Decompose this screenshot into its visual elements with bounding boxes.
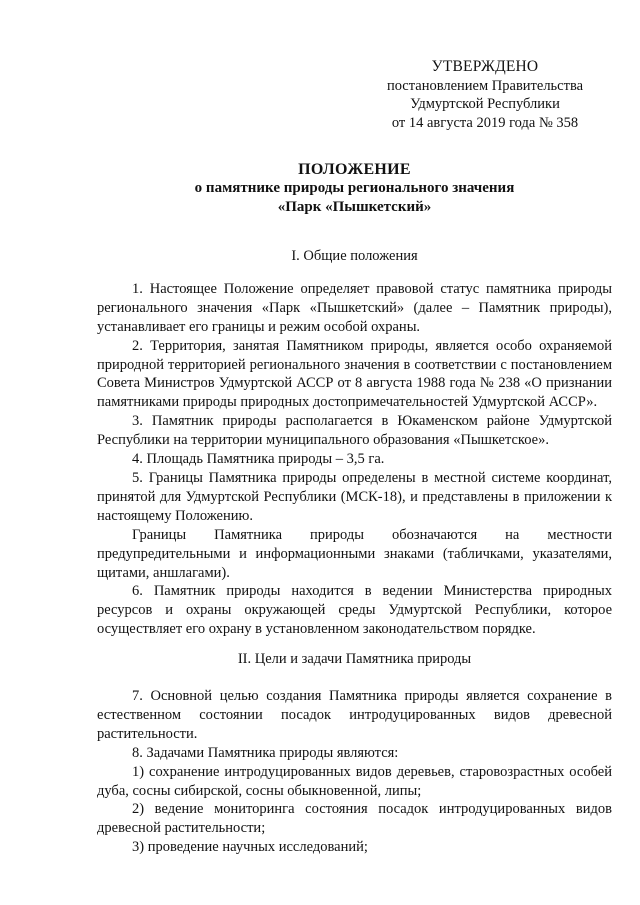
title-line-2: «Парк «Пышкетский» — [277, 199, 432, 215]
paragraph-5-boundaries: Границы Памятника природы обозначаются на местности предупредительными и информационными знаками (табличками, указателями, щитами, аншлагами). — [97, 526, 612, 581]
paragraph-8-item-3: 3) проведение научных исследований; — [132, 839, 368, 856]
paragraph-1: 1. Настоящее Положение определяет правовой статус памятника природы регионального значения «Парк «Пышкетский» (далее – Памятник природы), устанавливает его границы и режим особой охраны. — [97, 280, 612, 335]
document-title — [97, 160, 612, 217]
title-main: ПОЛОЖЕНИЕ — [298, 161, 411, 178]
approval-line-1: постановлением Правительства — [386, 77, 584, 94]
paragraph-2: 2. Территория, занятая Памятником природы, является особо охраняемой природной территорией регионального значения в соответствии с постановлением Совета Министров Удмуртской АССР от 8 августа 1988 года № 238 «О признании памятниками природы природных достопримечательностей Удмуртской АССР». — [97, 337, 612, 411]
title-line-1: о памятнике природы регионального значения — [194, 180, 515, 196]
paragraph-7: 7. Основной целью создания Памятника природы является сохранение в естественном состоянии посадок интродуцированных видов древесной растительности. — [97, 688, 612, 742]
paragraph-8-item-2: 2) ведение мониторинга состояния посадок интродуцированных видов древесной растительности; — [97, 801, 612, 837]
section-2-heading: II. Цели и задачи Памятника природы — [237, 651, 472, 668]
approval-block — [360, 58, 610, 132]
paragraph-8-item-1: 1) сохранение интродуцированных видов деревьев, старовозрастных особей дуба, сосны сибирской, сосны обыкновенной, липы; — [97, 763, 612, 799]
approval-line-2: Удмуртской Республики — [410, 96, 560, 112]
paragraph-8: 8. Задачами Памятника природы являются: — [132, 744, 399, 761]
paragraph-3: 3. Памятник природы располагается в Юкаменском районе Удмуртской Республики на территории муниципального образования «Пышкетское». — [97, 413, 612, 449]
approval-heading: УТВЕРЖДЕНО — [431, 58, 539, 75]
document-body — [97, 247, 612, 857]
paragraph-4: 4. Площадь Памятника природы – 3,5 га. — [132, 451, 385, 468]
section-1-heading: I. Общие положения — [291, 248, 418, 264]
approval-line-3: от 14 августа 2019 года № 358 — [391, 114, 579, 131]
paragraph-6: 6. Памятник природы находится в ведении Министерства природных ресурсов и охраны окружающей среды Удмуртской Республики, которое осуществляет его охрану в установленном законодательством порядке. — [97, 583, 612, 638]
paragraph-5: 5. Границы Памятника природы определены в местной системе координат, принятой для Удмуртской Республики (МСК-18), и представлены в приложении к настоящему Положению. — [97, 469, 612, 524]
